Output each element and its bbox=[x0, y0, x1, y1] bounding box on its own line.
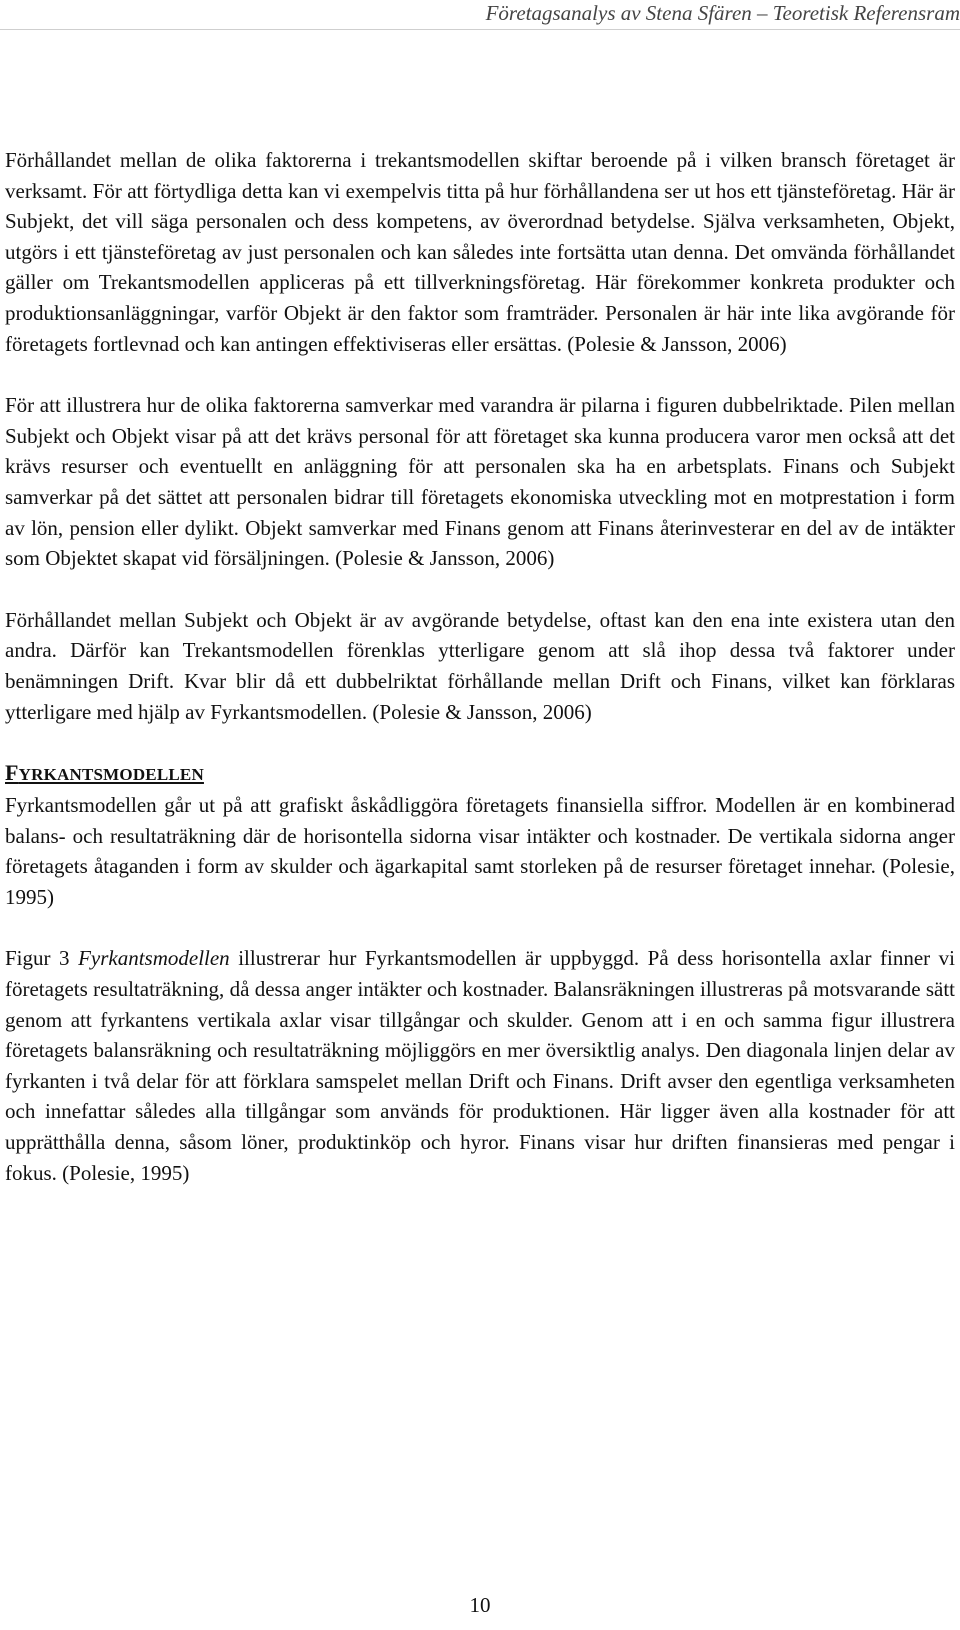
running-title: Företagsanalys av Stena Sfären – Teoretisk Referensram bbox=[485, 1, 960, 25]
page-header bbox=[0, 0, 960, 30]
paragraph bbox=[5, 943, 955, 1188]
section-heading-rest: YRKANTSMODELLEN bbox=[18, 765, 204, 785]
section-heading bbox=[5, 758, 955, 790]
paragraph: För att illustrera hur de olika faktorerna samverkar med varandra är pilarna i figuren dubbelriktade. Pilen mellan Subjekt och Objekt visar på att det krävs personal för att företaget ska kunna producera varor men också att det krävs resurser och eventuellt en anläggning för att personalen ska ha en arbetsplats. Finans och Subjekt samverkar på det sättet att personalen bidrar till företagets ekonomiska utveckling mot en motprestation i form av lön, pension eller dylikt. Objekt samverkar med Finans genom att Finans återinvesterar en del av de intäkter som Objektet skapat vid försäljningen. (Polesie & Jansson, 2006) bbox=[5, 393, 955, 571]
figure-reference: Figur 3 bbox=[5, 946, 79, 971]
page-body bbox=[5, 145, 955, 1188]
page-number: 10 bbox=[469, 1593, 491, 1617]
paragraph: Förhållandet mellan Subjekt och Objekt är av avgörande betydelse, oftast kan den ena inte existera utan den andra. Därför kan Trekantsmodellen förenklas ytterligare genom att slå ihop dessa två faktorer under benämningen Drift. Kvar blir då ett dubbelriktat förhållande mellan Drift och Finans, vilket kan förklaras ytterligare med hjälp av Fyrkantsmodellen. (Polesie & Jansson, 2006) bbox=[5, 607, 955, 724]
paragraph-text: illustrerar hur Fyrkantsmodellen är uppbyggd. På dess horisontella axlar finner vi företagets resultaträkning, då dessa anger intäkter och kostnader. Balansräkningen illustreras på motsvarande sätt genom att fyrkantens vertikala axlar visar tillgångar och skulder. Genom att i en och samma figur illustrera företagets balansräkning och resultaträkning möjliggörs en mer översiktlig analys. Den diagonala linjen delar av fyrkanten i två delar för att förklara samspelet mellan Drift och Finans. Drift avser den egentliga verksamheten och innefattar således alla tillgångar som används för produktionen. Här ligger även alla kostnader för att upprätthålla denna, såsom löner, produktinköp och hyror. Finans visar hur driften finansieras med pengar i fokus. (Polesie, 1995) bbox=[5, 946, 956, 1185]
section-heading-initial: F bbox=[5, 760, 19, 786]
figure-title: Fyrkantsmodellen bbox=[78, 946, 230, 971]
paragraph: Fyrkantsmodellen går ut på att grafiskt åskådliggöra företagets finansiella siffror. Modellen är en kombinerad balans- och resultaträkning där de horisontella sidorna visar intäkter och kostnader. De vertikala sidorna anger företagets åtaganden i form av skulder och ägarkapital samt storleken på de resurser företaget innehar. (Polesie, 1995) bbox=[5, 793, 955, 909]
paragraph: Förhållandet mellan de olika faktorerna i trekantsmodellen skiftar beroende på i vilken bransch företaget är verksamt. För att förtydliga detta kan vi exempelvis titta på hur förhållandena ser ut hos ett tjänsteföretag. Här är Subjekt, det vill säga personalen och dess kompetens, av överordnad betydelse. Själva verksamheten, Objekt, utgörs i ett tjänsteföretag av just personalen och kan således inte fortsätta utan denna. Det omvända förhållandet gäller om Trekantsmodellen appliceras på ett tillverkningsföretag. Här förekommer konkreta produkter och produktionsanläggningar, varför Objekt är den faktor som framträder. Personalen är här inte lika avgörande för företagets fortlevnad och kan antingen effektiviseras eller ersättas. (Polesie & Jansson, 2006) bbox=[5, 148, 955, 356]
